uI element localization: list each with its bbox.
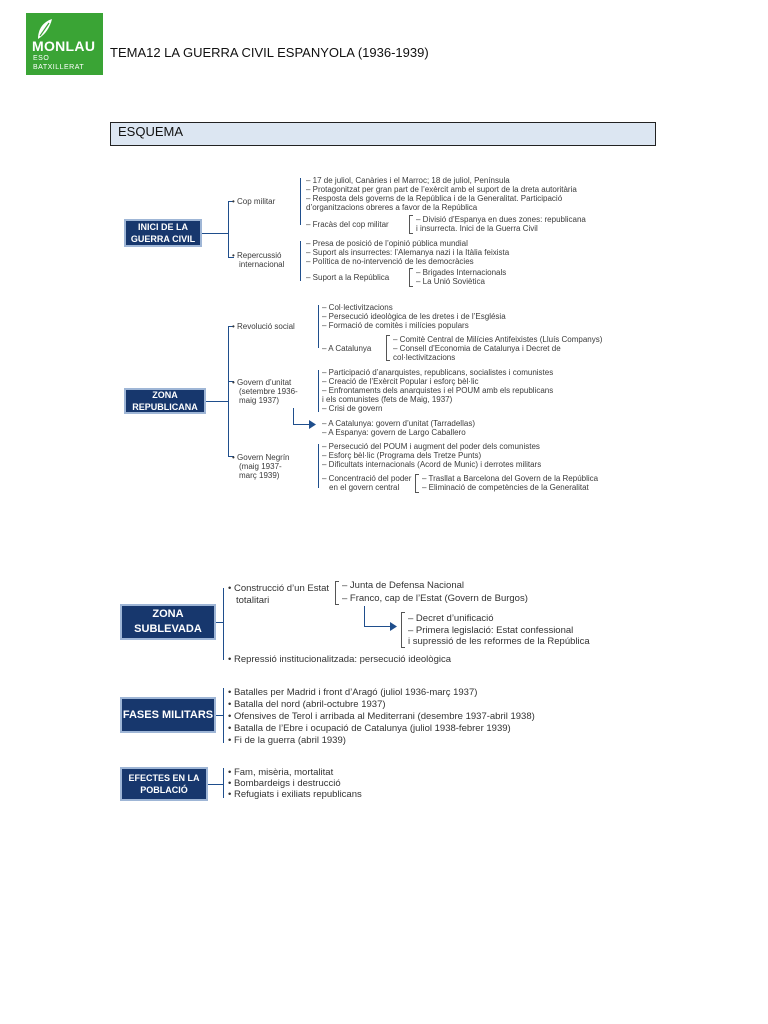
- rep-suport: – Suport a la República: [306, 273, 390, 282]
- a-catalunya-label: – A Catalunya: [322, 344, 372, 353]
- brace: [401, 612, 405, 648]
- estat-totalitari-label-2: totalitari: [236, 595, 270, 606]
- catalunya-item-3: col·lectivitzacions: [393, 353, 456, 362]
- node-inici-guerra-civil: INICI DE LA GUERRA CIVIL: [124, 219, 202, 247]
- unitat-item-4: i els comunistes (fets de Maig, 1937): [322, 395, 453, 404]
- efecte-item-1: • Fam, misèria, mortalitat: [228, 767, 334, 778]
- connector: [223, 768, 224, 798]
- connector: [228, 201, 229, 257]
- govern-negrin-label-3: març 1939): [239, 471, 280, 480]
- arrow-right-icon: [390, 622, 398, 631]
- node-zona-republicana: ZONA REPUBLICANA: [124, 388, 206, 414]
- logo-brand: MONLAU: [32, 38, 96, 54]
- brace: [409, 268, 413, 287]
- fase-item-1: • Batalles per Madrid i front d’Aragó (juliol 1936-març 1937): [228, 687, 478, 698]
- govern-unitat-label-3: maig 1937): [239, 396, 280, 405]
- concentracio-label-2: en el govern central: [329, 483, 400, 492]
- suport-item-2: – La Unió Soviètica: [416, 277, 485, 286]
- fase-item-3: • Ofensives de Terol i arribada al Mediterrani (desembre 1937-abril 1938): [228, 711, 535, 722]
- revolucio-item-1: – Col·lectivitzacions: [322, 303, 393, 312]
- cop-fracas: – Fracàs del cop militar: [306, 220, 389, 229]
- cop-item-1: – 17 de juliol, Canàries i el Marroc; 18 de juliol, Península: [306, 176, 510, 185]
- suport-item-1: – Brigades Internacionals: [416, 268, 507, 277]
- brace: [386, 335, 390, 361]
- rep-item-2: – Suport als insurrectes: l’Alemanya nazi i la Itàlia feixista: [306, 248, 510, 257]
- fase-item-5: • Fi de la guerra (abril 1939): [228, 735, 346, 746]
- section-label: ESQUEMA: [118, 124, 184, 139]
- decret-item-2: – Primera legislació: Estat confessional: [408, 625, 574, 636]
- fracas-item-2: i insurrecta. Inici de la Guerra Civil: [416, 224, 538, 233]
- fracas-item-1: – Divisió d’Espanya en dues zones: republicana: [416, 215, 586, 224]
- govern-unitat-label-1: • Govern d’unitat: [232, 378, 292, 387]
- logo-line-batxillerat: BATXILLERAT: [33, 64, 85, 71]
- decret-item-1: – Decret d’unificació: [408, 613, 494, 624]
- catalunya-item-1: – Comitè Central de Milícies Antifeixistes (Lluís Companys): [393, 335, 603, 344]
- arrow-right-icon: [309, 420, 317, 429]
- revolucio-item-2: – Persecució ideològica de les dretes i de l’Església: [322, 312, 506, 321]
- rep-item-1: – Presa de posició de l’opinió pública mundial: [306, 239, 468, 248]
- cop-militar-label: • Cop militar: [232, 197, 276, 206]
- connector: [364, 606, 365, 626]
- node-efectes-poblacio: EFECTES EN LA POBLACIÓ: [120, 767, 208, 801]
- catalunya-item-2: – Consell d’Economia de Catalunya i Decret de: [393, 344, 561, 353]
- arrow-line: [364, 626, 392, 627]
- estat-item-2: – Franco, cap de l’Estat (Govern de Burgos): [342, 593, 528, 604]
- document-title: TEMA12 LA GUERRA CIVIL ESPANYOLA (1936-1939): [110, 45, 429, 60]
- connector: [206, 401, 228, 402]
- decret-item-3: i supressió de les reformes de la República: [408, 636, 590, 647]
- govern-negrin-label-2: (maig 1937-: [239, 462, 282, 471]
- logo-line-eso: ESO: [33, 55, 50, 62]
- cop-item-2: – Protagonitzat per gran part de l’exèrcit amb el suport de la dreta autoritària: [306, 185, 577, 194]
- negrin-item-3: – Dificultats internacionals (Acord de Munic) i derrotes militars: [322, 460, 542, 469]
- govern-unitat-label-2: (setembre 1936-: [239, 387, 298, 396]
- node-zona-sublevada: ZONA SUBLEVADA: [120, 604, 216, 640]
- connector: [318, 370, 319, 412]
- cop-item-4: d’organitzacions obreres a favor de la República: [306, 203, 478, 212]
- brace: [409, 215, 413, 234]
- concentracio-item-1: – Trasllat a Barcelona del Govern de la República: [422, 474, 599, 483]
- connector: [300, 178, 301, 225]
- unitat-item-1: – Participació d’anarquistes, republicans, socialistes i comunistes: [322, 368, 554, 377]
- crisi-item-2: – A Espanya: govern de Largo Caballero: [322, 428, 466, 437]
- monlau-logo: [26, 13, 103, 75]
- estat-totalitari-label-1: • Construcció d’un Estat: [228, 583, 330, 594]
- section-header: [110, 122, 656, 146]
- revolucio-social-label: • Revolució social: [232, 322, 295, 331]
- connector: [228, 326, 229, 456]
- efecte-item-3: • Refugiats i exiliats republicans: [228, 789, 362, 800]
- fase-item-4: • Batalla de l’Ebre i ocupació de Catalunya (juliol 1938-febrer 1939): [228, 723, 511, 734]
- estat-item-1: – Junta de Defensa Nacional: [342, 580, 464, 591]
- brace: [335, 581, 339, 605]
- connector: [202, 233, 228, 234]
- node-fases-militars: FASES MILITARS: [120, 697, 216, 733]
- connector: [223, 588, 224, 660]
- connector: [223, 688, 224, 743]
- connector: [208, 784, 223, 785]
- connector: [216, 715, 223, 716]
- brace: [415, 474, 419, 493]
- connector: [293, 408, 294, 424]
- crisi-item-1: – A Catalunya: govern d’unitat (Tarradellas): [322, 419, 475, 428]
- concentracio-label-1: – Concentració del poder: [322, 474, 412, 483]
- unitat-item-2: – Creació de l’Exèrcit Popular i esforç bèl·lic: [322, 377, 479, 386]
- negrin-item-2: – Esforç bèl·lic (Programa dels Tretze Punts): [322, 451, 482, 460]
- fase-item-2: • Batalla del nord (abril-octubre 1937): [228, 699, 386, 710]
- repressio-label: • Repressió institucionalitzada: persecució ideològica: [228, 654, 452, 665]
- govern-negrin-label-1: • Govern Negrín: [232, 453, 290, 462]
- connector: [300, 241, 301, 281]
- negrin-item-1: – Persecució del POUM i augment del poder dels comunistes: [322, 442, 540, 451]
- concentracio-item-2: – Eliminació de competències de la Generalitat: [422, 483, 589, 492]
- rep-item-3: – Política de no-intervenció de les democràcies: [306, 257, 474, 266]
- repercussio-label-1: • Repercussió: [232, 251, 282, 260]
- repercussio-label-2: internacional: [239, 260, 285, 269]
- unitat-item-3: – Enfrontaments dels anarquistes i el POUM amb els republicans: [322, 386, 554, 395]
- connector: [318, 305, 319, 348]
- connector: [216, 622, 223, 623]
- revolucio-item-3: – Formació de comitès i milícies populars: [322, 321, 469, 330]
- unitat-item-5: – Crisi de govern: [322, 404, 383, 413]
- connector: [318, 444, 319, 488]
- efecte-item-2: • Bombardeigs i destrucció: [228, 778, 341, 789]
- cop-item-3: – Resposta dels governs de la República i de la Generalitat. Participació: [306, 194, 563, 203]
